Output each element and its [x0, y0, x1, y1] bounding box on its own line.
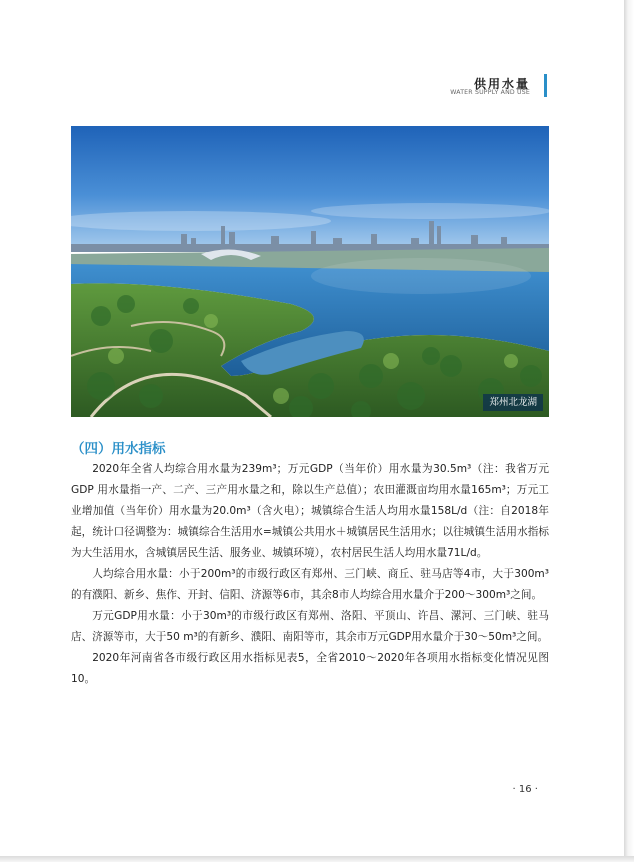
- running-header-subtitle: WATER SUPPLY AND USE: [450, 89, 530, 96]
- section-heading: （四）用水指标: [71, 441, 166, 457]
- paragraph-per-capita-use: 人均综合用水量：小于200m³的市级行政区有郑州、三门峡、商丘、驻马店等4市，大于300m³的有濮阳、新乡、焦作、开封、信阳、济源等6市，其余8市人均综合用水量介于200～300m³之间。: [71, 568, 549, 601]
- photo-illustration: [71, 126, 549, 417]
- sky: [71, 126, 549, 251]
- photo-caption: 郑州北龙湖: [483, 394, 543, 411]
- paragraph-table-figure-reference: 2020年河南省各市级行政区用水指标见表5，全省2010～2020年各项用水指标变化情况见图10。: [71, 652, 549, 685]
- body-text: [71, 459, 549, 690]
- paragraph-water-use-indicators: 2020年全省人均综合用水量为239m³；万元GDP（当年价）用水量为30.5m³（注：我省万元GDP 用水量指一产、二产、三产用水量之和，除以生产总值）；农田灌溉亩均用水量165m³；万元工业增加值（当年价）用水量为20.0m³（含火电）；城镇综合生活人均用水量158L/d（注：自2018年起，统计口径调整为：城镇综合生活用水=城镇公共用水＋城镇居民生活用水；以往城镇生活用水指标为大生活用水，含城镇居民生活、服务业、城镇环境），农村居民生活人均用水量71L/d。: [71, 463, 549, 559]
- page-edge-bottom: [0, 856, 634, 862]
- page-number: · 16 ·: [512, 784, 538, 795]
- paragraph-gdp-water-use: 万元GDP用水量：小于30m³的市级行政区有郑州、洛阳、平顶山、许昌、漯河、三门峡、驻马店、济源等市，大于50 m³的有新乡、濮阳、南阳等市，其余市万元GDP用水量介于30～50m³之间。: [71, 610, 549, 643]
- page-edge-right: [624, 0, 634, 862]
- lake-aerial-photo: [71, 126, 549, 417]
- running-header-title: 供用水量: [473, 77, 530, 91]
- running-header-accent-bar: [544, 74, 547, 97]
